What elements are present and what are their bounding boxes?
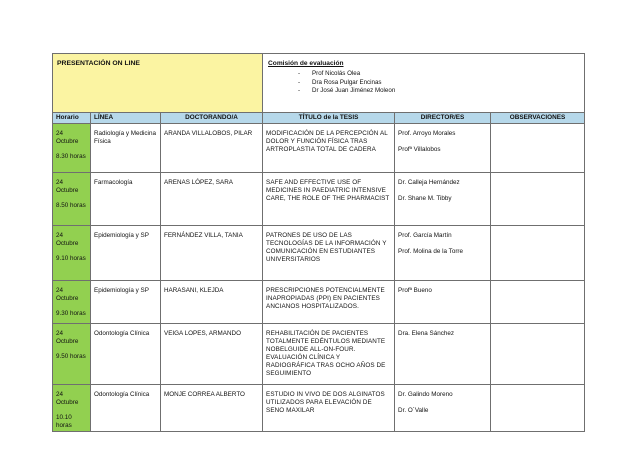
- col-doctorando: DOCTORANDO/A: [161, 113, 263, 124]
- director: Dra. Elena Sánchez: [398, 330, 455, 337]
- table-row: [53, 324, 585, 385]
- committee-member: - Dra Rosa Pulgar Encinas: [298, 78, 382, 86]
- time: 8.50 horas: [56, 202, 86, 209]
- time-cell: [53, 124, 91, 173]
- header-row: [53, 54, 585, 113]
- date: 24 Octubre: [56, 391, 79, 406]
- doctorando-cell: FERNÁNDEZ VILLA, TANIA: [161, 226, 263, 281]
- bullet: -: [298, 78, 301, 86]
- doctorando-cell: MONJE CORREA ALBERTO: [161, 385, 263, 432]
- col-observaciones: OBSERVACIONES: [491, 113, 585, 124]
- column-header-row: [53, 113, 585, 124]
- time-cell: [53, 226, 91, 281]
- observaciones-cell: [491, 281, 585, 324]
- directores-cell: [395, 324, 491, 385]
- time: 9.10 horas: [56, 255, 86, 262]
- titulo-cell: SAFE AND EFFECTIVE USE OF MEDICINES IN PAEDIATRIC INTENSIVE CARE, THE ROLE OF THE PHARMACIST: [263, 173, 395, 226]
- table-row: [53, 385, 585, 432]
- directores-cell: [395, 226, 491, 281]
- committee-list: [268, 70, 580, 96]
- titulo-cell: MODIFICACIÓN DE LA PERCEPCIÓN AL DOLOR Y FUNCIÓN FÍSICA TRAS ARTROPLASTIA TOTAL DE CADERA: [263, 124, 395, 173]
- observaciones-cell: [491, 385, 585, 432]
- director: Profª Bueno: [398, 287, 432, 294]
- committee-member: - Dr José Juan Jiménez Moleon: [298, 87, 396, 94]
- titulo-cell: ESTUDIO IN VIVO DE DOS ALGINATOS UTILIZADOS PARA ELEVACIÓN DE SENO MAXILAR: [263, 385, 395, 432]
- col-directores: DIRECTOR/ES: [395, 113, 491, 124]
- doctorando-cell: ARANDA VILLALOBOS, PILAR: [161, 124, 263, 173]
- table-row: [53, 226, 585, 281]
- directores-cell: [395, 385, 491, 432]
- col-titulo: TÍTULO de la TESIS: [263, 113, 395, 124]
- linea-cell: Odontología Clínica: [91, 385, 161, 432]
- linea-cell: Epidemiología y SP: [91, 226, 161, 281]
- observaciones-cell: [491, 124, 585, 173]
- time-cell: [53, 281, 91, 324]
- time-cell: [53, 324, 91, 385]
- linea-cell: Radiología y Medicina Física: [91, 124, 161, 173]
- linea-cell: Odontología Clínica: [91, 324, 161, 385]
- observaciones-cell: [491, 173, 585, 226]
- titulo-cell: PATRONES DE USO DE LAS TECNOLOGÍAS DE LA INFORMACIÓN Y COMUNICACIÓN EN ESTUDIANTES UNIVERSITARIOS: [263, 226, 395, 281]
- date: 24 Octubre: [56, 232, 79, 247]
- doctorando-cell: VEIGA LOPES, ARMANDO: [161, 324, 263, 385]
- committee-title: Comisión de evaluación: [268, 60, 344, 67]
- date: 24 Octubre: [56, 130, 79, 145]
- doctorando-cell: HARASANI, KLEJDA: [161, 281, 263, 324]
- col-horario: Horario: [53, 113, 91, 124]
- director: Prof. Molina de la Torre: [398, 248, 464, 255]
- time: 8.30 horas: [56, 153, 86, 160]
- presentation-title: PRESENTACIÓN ON LINE: [53, 54, 263, 113]
- director: Prof. García Martín: [398, 232, 452, 239]
- observaciones-cell: [491, 226, 585, 281]
- schedule-table: [52, 53, 585, 432]
- director: Dr. Galindo Moreno: [398, 391, 453, 398]
- table-row: [53, 281, 585, 324]
- time: 9.50 horas: [56, 353, 86, 360]
- doctorando-cell: ARENAS LÓPEZ, SARA: [161, 173, 263, 226]
- directores-cell: [395, 173, 491, 226]
- time: 10.10 horas: [56, 414, 72, 429]
- time-cell: [53, 385, 91, 432]
- table-row: [53, 124, 585, 173]
- directores-cell: [395, 281, 491, 324]
- bullet: -: [298, 70, 301, 77]
- time: 9.30 horas: [56, 310, 86, 317]
- directores-cell: [395, 124, 491, 173]
- col-linea: LÍNEA: [91, 113, 161, 124]
- committee-block: [263, 54, 585, 113]
- director: Profª Villalobos: [398, 146, 441, 153]
- titulo-cell: PRESCRIPCIONES POTENCIALMENTE INAPROPIADAS (PPI) EN PACIENTES ANCIANOS HOSPITALIZADOS.: [263, 281, 395, 324]
- director: Dr. Calleja Hernández: [398, 179, 460, 186]
- bullet: -: [298, 87, 301, 94]
- committee-member: - Prof Nicolás Olea: [298, 70, 361, 77]
- date: 24 Octubre: [56, 179, 79, 194]
- date: 24 Octubre: [56, 330, 79, 345]
- director: Dr. O´Valle: [398, 407, 429, 414]
- titulo-cell: REHABILITACIÓN DE PACIENTES TOTALMENTE EDÉNTULOS MEDIANTE NOBELGUIDE ALL-ON-FOUR. EVALUACIÓN CLÍNICA Y RADIOGRÁFICA TRAS OCHO AÑOS DE SEGUIMIENTO: [263, 324, 395, 385]
- director: Dr. Shane M. Tibby: [398, 195, 452, 202]
- time-cell: [53, 173, 91, 226]
- observaciones-cell: [491, 324, 585, 385]
- linea-cell: Farmacología: [91, 173, 161, 226]
- table-row: [53, 173, 585, 226]
- director: Prof. Arroyo Morales: [398, 130, 456, 137]
- date: 24 Octubre: [56, 287, 79, 302]
- linea-cell: Epidemiología y SP: [91, 281, 161, 324]
